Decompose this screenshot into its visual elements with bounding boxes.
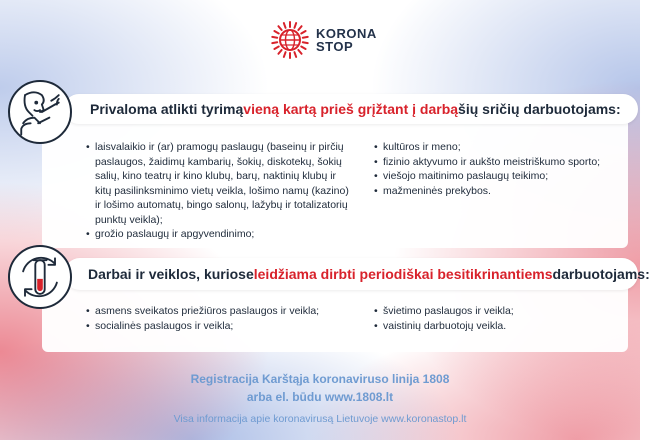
- section1-left-list: [86, 140, 354, 242]
- list-item: • viešojo maitinimo paslaugų teikimo;: [374, 169, 624, 184]
- logo-line-1: KORONA: [316, 26, 377, 41]
- test-tube-refresh-icon: [10, 247, 70, 307]
- section1-icon-circle: [8, 80, 72, 144]
- section2-heading-pre: Darbai ir veiklos, kuriose: [88, 266, 254, 282]
- section2-heading-highlight: leidžiama dirbti periodiškai besitikrinantiems: [253, 266, 553, 282]
- list-item: • kultūros ir meno;: [374, 140, 624, 155]
- logo-wordmark: [316, 27, 377, 53]
- section2-icon-circle: [8, 245, 72, 309]
- section1-right-list: [374, 140, 624, 198]
- footer-registration-line: Registracija Karštąja koronaviruso linija 1808: [190, 372, 450, 386]
- list-item: • vaistinių darbuotojų veikla.: [374, 319, 624, 334]
- list-item: • laisvalaikio ir (ar) pramogų paslaugų (baseinų ir pirčių paslaugos, žaidimų kambarių, šokių, diskotekų, šokių salių, kino teatrų ir kino klubų, barų, naktinių klubų ir kitų pasilinksminimo vietų veikla, lošimo namų (kazino) ir lošimo automatų, bingo salonų, lažybų ir totalizatorių punktų veikla);: [86, 140, 354, 227]
- section2-left-list: [86, 304, 354, 333]
- globe-sun-icon: [270, 20, 310, 60]
- section2-heading: [64, 258, 650, 290]
- section2-heading-post: darbuotojams:: [552, 266, 650, 282]
- person-swab-test-icon: [10, 82, 70, 142]
- list-item: • mažmeninės prekybos.: [374, 184, 624, 199]
- logo-line-2: STOP: [316, 39, 354, 54]
- korona-stop-logo: [270, 20, 377, 60]
- section1-heading: [64, 94, 638, 124]
- list-item: • socialinės paslaugos ir veikla;: [86, 319, 354, 334]
- list-item: • grožio paslaugų ir apgyvendinimo;: [86, 227, 354, 242]
- section1-heading-post: šių sričių darbuotojams:: [458, 101, 621, 117]
- section1-heading-pre: Privaloma atlikti tyrimą: [90, 101, 244, 117]
- footer-info-line: Visa informacija apie koronavirusą Lietuvoje www.koronastop.lt: [173, 413, 467, 425]
- list-item: • švietimo paslaugos ir veikla;: [374, 304, 624, 319]
- list-item: • asmens sveikatos priežiūros paslaugos ir veikla;: [86, 304, 354, 319]
- section2-right-list: [374, 304, 624, 333]
- footer-website-line: arba el. būdu www.1808.lt: [246, 390, 394, 404]
- list-item: • fizinio aktyvumo ir aukšto meistriškumo sporto;: [374, 155, 624, 170]
- section1-heading-highlight: vieną kartą prieš grįžtant į darbą: [243, 101, 459, 117]
